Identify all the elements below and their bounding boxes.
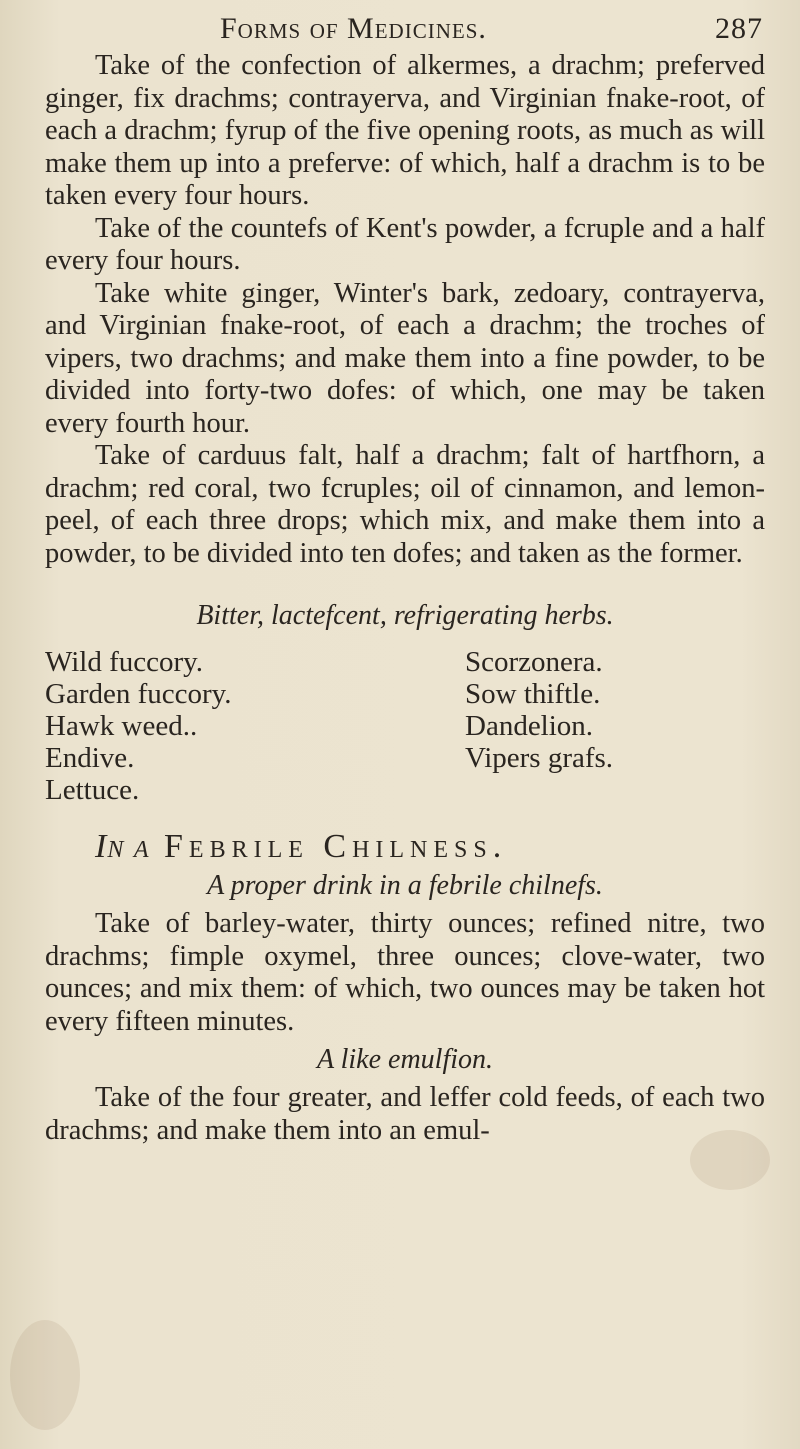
recipe-paragraph: Take of carduus falt, half a drachm; falt of hartfhorn, a drachm; red coral, two fcruples; oil of cinnamon, and lemon-peel, of each three drops; which mix, and make them into a powder, to be divided into ten dofes; and taken as the former. (45, 440, 765, 569)
herb-item (465, 774, 765, 806)
section-heading (95, 828, 765, 866)
page-body (45, 50, 765, 1147)
herb-item: Endive. (45, 742, 135, 774)
herb-item: Wild fuccory. (45, 646, 203, 678)
running-header (0, 12, 800, 52)
running-title: Forms of Medicines. (220, 12, 487, 45)
recipe-paragraph: Take of barley-water, thirty ounces; refined nitre, two drachms; fimple oxymel, three ounces; clove-water, two ounces; and mix them: of which, two ounces may be taken hot every fifteen minutes. (45, 908, 765, 1037)
herb-item: Garden fuccory. (45, 678, 232, 710)
paper-stain (10, 1320, 80, 1430)
herb-item: Dandelion. (465, 710, 594, 742)
section-heading-main: Febrile Chilness. (164, 828, 508, 865)
herbs-list (45, 646, 765, 806)
emulsion-heading: A like emulfion. (317, 1044, 493, 1075)
section-subheading: A proper drink in a febrile chilnefs. (207, 870, 603, 901)
recipe-paragraph: Take of the confection of alkermes, a drachm; preferved ginger, fix drachms; contrayerva, and Virginian fnake-root, of each a drachm; fyrup of the five opening roots, as much as will make them up into a preferve: of which, half a drachm is to be taken every four hours. (45, 50, 765, 211)
herb-item: Sow thiftle. (465, 678, 601, 710)
herb-item: Hawk weed.. (45, 710, 198, 742)
section-heading-prefix: In a (95, 828, 150, 865)
recipe-paragraph: Take white ginger, Winter's bark, zedoary, contrayerva, and Virginian fnake-root, of each a drachm; the troches of vipers, two drachms; and make them into a fine powder, to be divided into forty-two dofes: of which, one may be taken every fourth hour. (45, 277, 765, 439)
herb-item: Vipers grafs. (465, 742, 614, 774)
page-number: 287 (715, 12, 763, 45)
herb-item: Scorzonera. (465, 646, 603, 678)
recipe-paragraph: Take of the countefs of Kent's powder, a fcruple and a half every four hours. (45, 212, 765, 276)
herb-item: Lettuce. (45, 774, 140, 806)
herbs-section-title: Bitter, lactefcent, refrigerating herbs. (196, 600, 614, 631)
recipe-paragraph: Take of the four greater, and leffer cold feeds, of each two drachms; and make them into an emul- (45, 1082, 765, 1146)
